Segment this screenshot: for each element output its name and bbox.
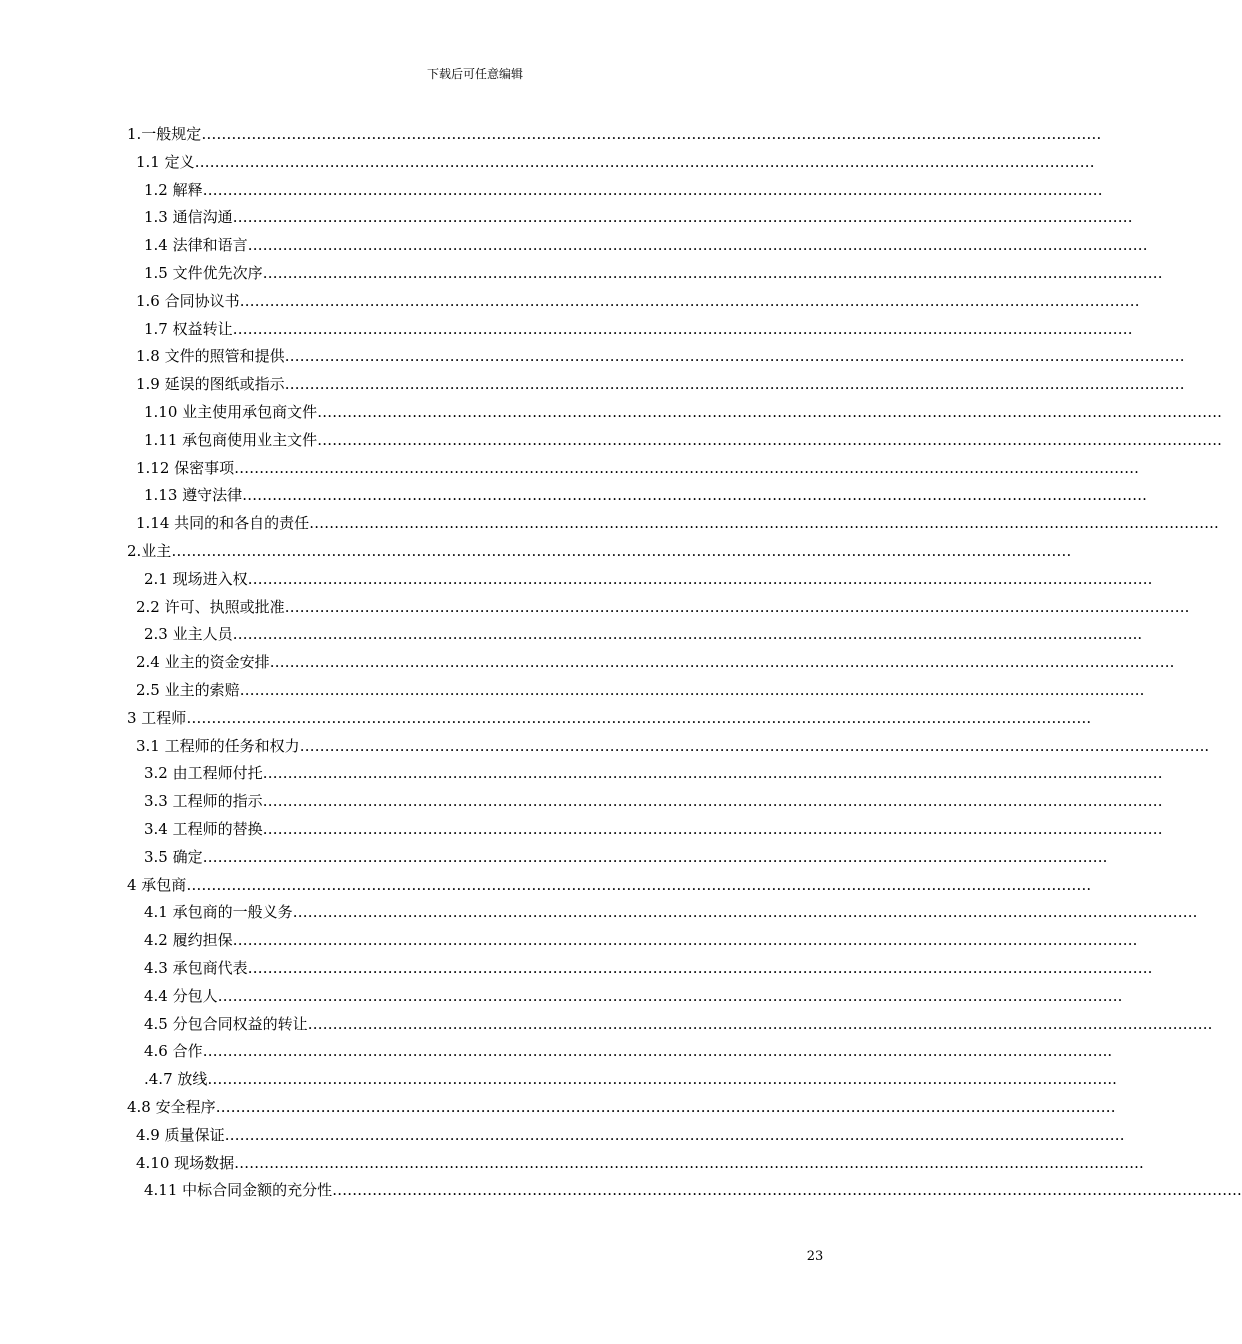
toc-entry[interactable] [144,565,1153,593]
toc-entry-label: 4.3 承包商代表 [144,959,248,977]
toc-entry-label: 1.2 解释 [144,180,203,199]
toc-dot-leader: ……………………………………………………………………………………………………………………………………………………………….. [332,1181,1242,1200]
toc-entry[interactable] [144,398,1222,426]
toc-entry[interactable] [144,759,1163,787]
toc-entry[interactable] [144,231,1148,259]
toc-entry-label: .4.7 放线 [144,1070,208,1089]
toc-dot-leader: ……………………………………………………………………………………………………………………………………………………………… [284,375,1185,394]
toc-entry[interactable] [136,287,1140,315]
toc-entry-label: 4.2 履约担保 [144,931,233,950]
toc-entry-label: 4.5 分包合同权益的转让 [144,1014,308,1033]
toc-entry[interactable] [136,148,1095,176]
toc-entry[interactable] [136,732,1210,760]
toc-dot-leader: ………………………………………………………………………………………………………………………………………………………………. [247,569,1153,588]
toc-dot-leader: ……………………………………………………………………………………………………………………………………………………………… [239,291,1140,310]
toc-entry-label: 1.6 合同协议书 [136,291,240,310]
toc-entry-label: 4.1 承包商的一般义务 [144,903,293,922]
toc-dot-leader: ……………………………………………………………………………………………………………………………………………………………… [224,1125,1125,1144]
toc-entry[interactable] [136,1149,1144,1177]
toc-dot-leader: ………………………………………………………………………………………………………………………………………………………………. [292,903,1198,922]
toc-dot-leader: ………………………………………………………………………………………………………………………………………………………………. [217,986,1123,1005]
toc-dot-leader: ………………………………………………………………………………………………………………………………………………………………. [242,486,1147,505]
toc-dot-leader: ………………………………………………………………………………………………………………………………………………………………. [247,959,1153,977]
toc-entry-label: 1.1 定义 [136,152,195,171]
toc-entry-label: 1.9 延误的图纸或指示 [136,375,285,394]
toc-entry-label: 2.业主 [127,542,172,560]
toc-entry[interactable] [144,176,1103,204]
toc-entry-label: 3.5 确定 [144,847,203,866]
toc-dot-leader: ………………………………………………………………………………………………………………………………………………………………. [234,458,1139,477]
toc-entry[interactable] [136,342,1185,370]
toc-dot-leader: ……………………………………………………………………………………………………………………………………………………………… [262,792,1163,811]
toc-entry-label: 2.2 许可、执照或批准 [136,597,285,616]
toc-dot-leader: ………………………………………………………………………………………………………………………………………………………………. [269,653,1175,672]
toc-dot-leader: ……………………………………………………………………………………………………………………………………………………………….. [202,1042,1113,1061]
toc-entry-label: 1.14 共同的和各自的责任 [136,514,310,533]
toc-entry-label: 1.7 权益转让 [144,319,233,338]
toc-entry[interactable] [144,315,1133,343]
toc-entry[interactable] [144,1010,1213,1038]
toc-entry-label: 1.3 通信沟通 [144,208,233,227]
toc-entry[interactable] [144,620,1143,648]
toc-entry[interactable] [144,926,1138,954]
toc-entry-label: 4.4 分包人 [144,986,218,1005]
toc-entry-label: 4.10 现场数据 [136,1153,235,1172]
toc-entry[interactable] [127,871,1092,899]
toc-dot-leader: ……………………………………………………………………………………………………………………………………………………………… [194,152,1095,171]
toc-entry[interactable] [144,1037,1113,1065]
toc-entry-label: 3.1 工程师的任务和权力 [136,736,300,755]
toc-entry[interactable] [144,954,1153,982]
toc-entry[interactable] [144,787,1163,815]
toc-dot-leader: ……………………………………………………………………………………………………………………………………………………………… [232,319,1133,338]
toc-dot-leader: ……………………………………………………………………………………………………………………………………………………………….. [207,1070,1117,1089]
toc-dot-leader: ……………………………………………………………………………………………………………………………………………………………….. [232,625,1143,644]
toc-entry-label: 4.9 质量保证 [136,1125,225,1144]
toc-dot-leader: ……………………………………………………………………………………………………………………………………………………………… [262,264,1163,282]
toc-entry-label: 2.1 现场进入权 [144,569,248,588]
toc-entry[interactable] [144,1176,1242,1204]
toc-entry[interactable] [144,426,1222,454]
toc-dot-leader: ……………………………………………………………………………………………………………………………………………………………… [262,820,1163,838]
toc-entry[interactable] [144,898,1198,926]
toc-entry[interactable] [144,1065,1117,1093]
toc-entry-label: 2.4 业主的资金安排 [136,653,270,672]
toc-entry[interactable] [136,1121,1125,1149]
toc-dot-leader: ………………………………………………………………………………………………………………………………………………………………. [232,931,1138,950]
toc-dot-leader: ………………………………………………………………………………………………………………………………………………………………. [317,430,1222,449]
toc-entry[interactable] [144,259,1163,287]
toc-entry[interactable] [136,648,1175,676]
toc-entry-label: 4.11 中标合同金额的充分性 [144,1181,333,1200]
toc-entry-label: 2.5 业主的索赔 [136,681,240,699]
toc-entry-label: 1.一般规定 [127,125,202,143]
toc-entry[interactable] [136,676,1145,704]
toc-entry[interactable] [144,843,1108,871]
toc-dot-leader: ……………………………………………………………………………………………………………………………………………………………… [247,236,1148,255]
toc-entry[interactable] [144,203,1133,231]
toc-entry[interactable] [136,509,1219,537]
toc-entry-label: 1.10 业主使用承包商文件 [144,403,318,421]
toc-dot-leader: ……………………………………………………………………………………………………………………………………………………………… [171,542,1072,560]
toc-dot-leader: ……………………………………………………………………………………………………………………………………………………………….. [234,1153,1144,1172]
toc-dot-leader: ……………………………………………………………………………………………………………………………………………………………….. [309,514,1219,533]
page-header: 下载后可任意编辑 [426,67,523,81]
toc-entry[interactable] [127,704,1092,732]
toc-entry-label: 4 承包商 [127,875,187,894]
toc-entry-label: 1.4 法律和语言 [144,236,248,255]
toc-dot-leader: ……………………………………………………………………………………………………………………………………………………………… [215,1098,1116,1116]
toc-entry[interactable] [144,481,1147,509]
toc-entry[interactable] [144,982,1123,1010]
toc-dot-leader: ………………………………………………………………………………………………………………………………………………………………. [307,1014,1213,1033]
toc-dot-leader: ………………………………………………………………………………………………………………………………………………………………. [186,875,1092,894]
toc-entry-label: 1.8 文件的照管和提供 [136,347,285,366]
toc-entry-label: 3.4 工程师的替换 [144,820,263,838]
toc-entry-label: 3 工程师 [127,708,187,727]
toc-entry-label: 1.5 文件优先次序 [144,264,263,282]
toc-entry[interactable] [127,120,1102,148]
toc-entry-label: 4.8 安全程序 [127,1098,216,1116]
toc-entry[interactable] [144,815,1163,843]
toc-entry[interactable] [127,1093,1116,1121]
toc-entry-label: 1.13 遵守法律 [144,486,243,505]
toc-dot-leader: ………………………………………………………………………………………………………………………………………………………………. [186,708,1092,727]
toc-entry[interactable] [136,370,1185,398]
toc-dot-leader: ……………………………………………………………………………………………………………………………………………………………… [201,125,1102,143]
toc-dot-leader: ……………………………………………………………………………………………………………………………………………………………… [284,347,1185,366]
toc-entry-label: 3.2 由工程师付托 [144,764,263,783]
toc-dot-leader: ……………………………………………………………………………………………………………………………………………………………… [262,764,1163,783]
page-number: 23 [806,1249,824,1264]
toc-entry-label: 1.11 承包商使用业主文件 [144,430,318,449]
toc-dot-leader: ……………………………………………………………………………………………………………………………………………………………… [232,208,1133,227]
toc-entry-label: 1.12 保密事项 [136,458,235,477]
toc-entry-label: 4.6 合作 [144,1042,203,1061]
toc-dot-leader: ………………………………………………………………………………………………………………………………………………………………. [239,681,1145,699]
toc-entry[interactable] [136,593,1190,621]
toc-dot-leader: ……………………………………………………………………………………………………………………………………………………………….. [299,736,1210,755]
toc-dot-leader: ………………………………………………………………………………………………………………………………………………………………. [202,847,1108,866]
toc-dot-leader: ………………………………………………………………………………………………………………………………………………………………. [317,403,1222,421]
toc-entry-label: 3.3 工程师的指示 [144,792,263,811]
toc-entry[interactable] [136,454,1139,482]
toc-entry[interactable] [127,537,1072,565]
toc-entry-label: 2.3 业主人员 [144,625,233,644]
toc-dot-leader: ……………………………………………………………………………………………………………………………………………………………… [202,180,1103,199]
toc-dot-leader: ………………………………………………………………………………………………………………………………………………………………. [284,597,1190,616]
